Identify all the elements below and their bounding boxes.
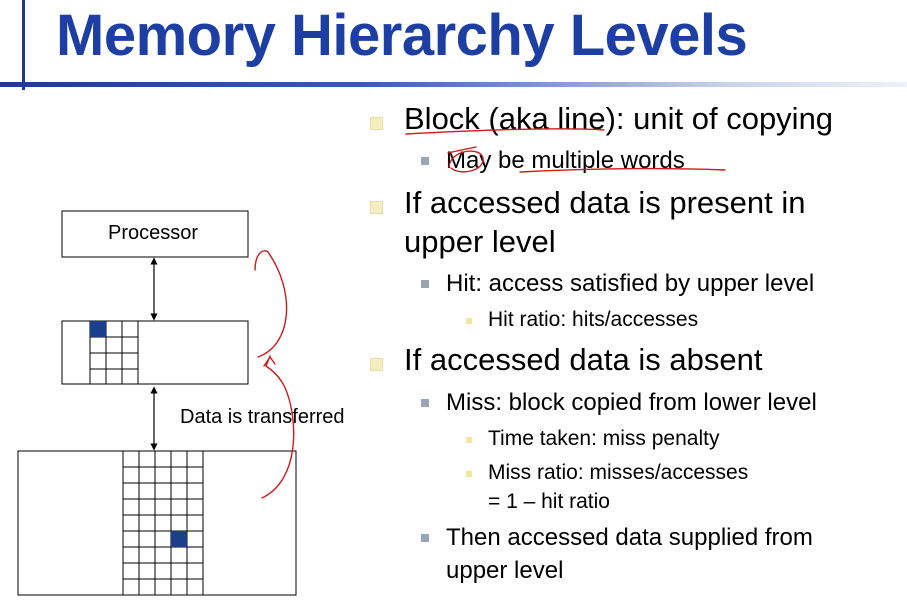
ink-arrowhead (264, 357, 275, 366)
bullet-text: Miss ratio: misses/accesses (488, 461, 749, 484)
ink-underline-words (520, 169, 725, 172)
bullet-text: upper level (446, 557, 564, 584)
ink-annotations (255, 129, 725, 498)
bullet-text: = 1 – hit ratio (488, 490, 610, 513)
bullet-text: Miss: block copied from lower level (446, 389, 817, 416)
bullet-text: If accessed data is present in (404, 185, 806, 220)
bullet-text: Hit: access satisfied by upper level (446, 270, 815, 297)
upper-level-memory (62, 321, 248, 384)
memory-block (171, 531, 187, 547)
bullet-text: upper level (404, 224, 556, 259)
ink-underline-block (406, 129, 604, 134)
bullet-text: May be multiple words (446, 147, 685, 174)
ink-curve-upper (255, 251, 287, 357)
bullet-text: Time taken: miss penalty (488, 427, 720, 450)
slide-title: Memory Hierarchy Levels (56, 3, 748, 68)
bullet-text: Then accessed data supplied from (446, 524, 813, 551)
bullet-text: If accessed data is absent (404, 342, 763, 377)
ink-circle-may (449, 151, 483, 172)
cached-block (90, 321, 106, 337)
lower-level-memory (18, 451, 296, 595)
processor-label: Processor (108, 222, 199, 244)
bullet-text: Block (aka line): unit of copying (404, 101, 834, 136)
bullet-text: Hit ratio: hits/accesses (488, 308, 699, 331)
transfer-label: Data is transferred (180, 406, 345, 428)
